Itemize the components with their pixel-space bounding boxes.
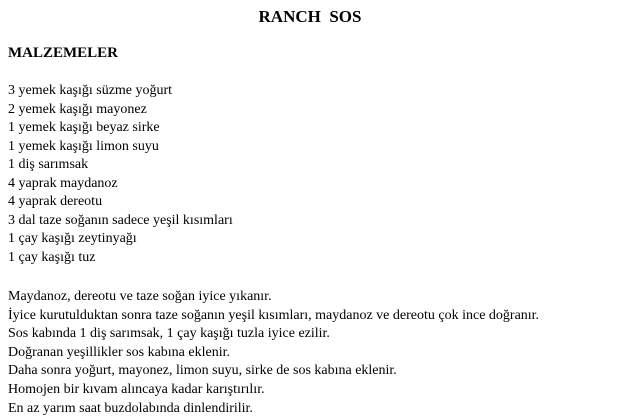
instruction-step: Homojen bir kıvam alıncaya kadar karıştırılır. — [8, 381, 265, 397]
ingredient-item: 1 yemek kaşığı limon suyu — [8, 138, 159, 154]
ingredient-item: 3 dal taze soğanın sadece yeşil kısımları — [8, 212, 233, 228]
ingredient-item: 1 yemek kaşığı beyaz sirke — [8, 120, 160, 135]
ingredients-heading: MALZEMELER — [8, 45, 119, 61]
ingredient-item: 2 yemek kaşığı mayonez — [8, 101, 147, 117]
ingredients-list — [8, 82, 233, 267]
instructions-list — [8, 288, 539, 418]
instruction-step: Maydanoz, dereotu ve taze soğan iyice yıkanır. — [8, 289, 272, 304]
instruction-step: Sos kabında 1 diş sarımsak, 1 çay kaşığı tuzla iyice ezilir. — [8, 326, 330, 342]
instruction-step: İyice kurutulduktan sonra taze soğanın yeşil kısımları, maydanoz ve dereotu çok ince doğranır. — [8, 307, 540, 323]
instruction-step: En az yarım saat buzdolabında dinlendirilir. — [8, 400, 253, 416]
instruction-step: Daha sonra yoğurt, mayonez, limon suyu, sirke de sos kabına eklenir. — [8, 363, 397, 379]
instruction-step: Doğranan yeşillikler sos kabına eklenir. — [8, 344, 230, 360]
page-title: RANCH SOS — [258, 7, 362, 26]
ingredient-item: 4 yaprak maydanoz — [8, 175, 118, 191]
ingredient-item: 1 çay kaşığı tuz — [8, 249, 96, 265]
ingredient-item: 1 diş sarımsak — [8, 157, 89, 172]
ingredient-item: 4 yaprak dereotu — [8, 194, 103, 209]
ingredient-item: 1 çay kaşığı zeytinyağı — [8, 231, 137, 246]
ingredient-item: 3 yemek kaşığı süzme yoğurt — [8, 83, 173, 98]
